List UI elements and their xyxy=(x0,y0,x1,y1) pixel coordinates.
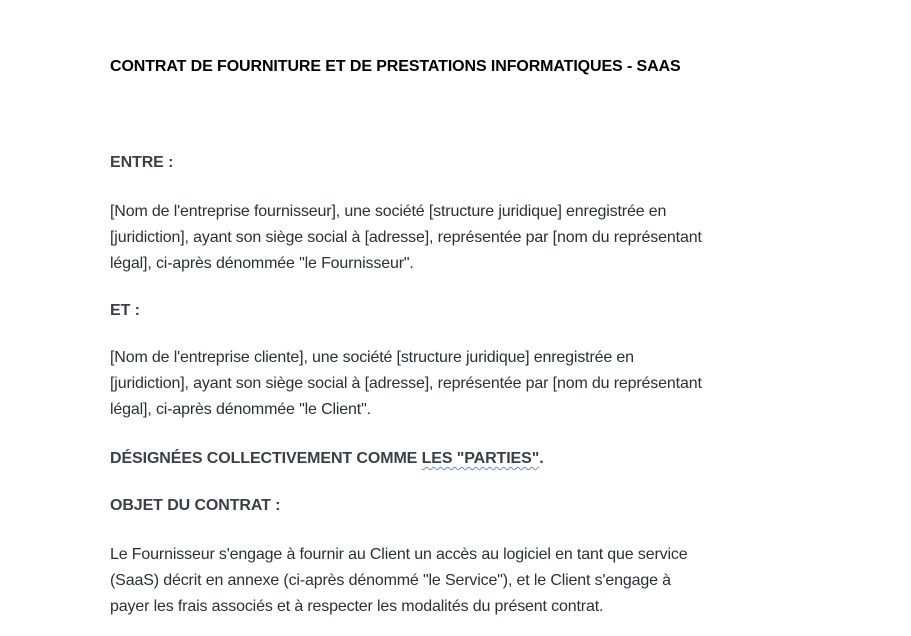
parties-heading xyxy=(110,450,544,468)
contract-title: CONTRAT DE FOURNITURE ET DE PRESTATIONS INFORMATIQUES - SAAS xyxy=(110,58,681,75)
supplier-paragraph xyxy=(110,199,830,277)
supplier-line-3: légal], ci-après dénommée "le Fournisseur". xyxy=(110,255,414,272)
client-paragraph xyxy=(110,345,830,423)
objet-line-3: payer les frais associés et à respecter les modalités du présent contrat. xyxy=(110,598,604,615)
client-line-1: [Nom de l'entreprise cliente], une société [structure juridique] enregistrée en xyxy=(110,349,634,366)
client-line-3: légal], ci-après dénommée "le Client". xyxy=(110,401,371,418)
objet-line-1: Le Fournisseur s'engage à fournir au Client un accès au logiciel en tant que service xyxy=(110,546,688,563)
supplier-line-1: [Nom de l'entreprise fournisseur], une société [structure juridique] enregistrée en xyxy=(110,203,667,220)
objet-line-2: (SaaS) décrit en annexe (ci-après dénommé "le Service"), et le Client s'engage à xyxy=(110,572,671,589)
objet-paragraph xyxy=(110,542,830,620)
client-line-2: [juridiction], ayant son siège social à [adresse], représentée par [nom du représentant xyxy=(110,375,702,392)
entre-heading: ENTRE : xyxy=(110,154,174,171)
parties-heading-prefix: DÉSIGNÉES COLLECTIVEMENT COMME xyxy=(110,450,422,467)
supplier-line-2: [juridiction], ayant son siège social à [adresse], représentée par [nom du représentant xyxy=(110,229,702,246)
et-heading: ET : xyxy=(110,302,140,319)
parties-heading-suffix: . xyxy=(539,450,544,467)
spellcheck-marked-text[interactable]: LES "PARTIES" xyxy=(421,450,540,467)
objet-heading: OBJET DU CONTRAT : xyxy=(110,497,281,514)
